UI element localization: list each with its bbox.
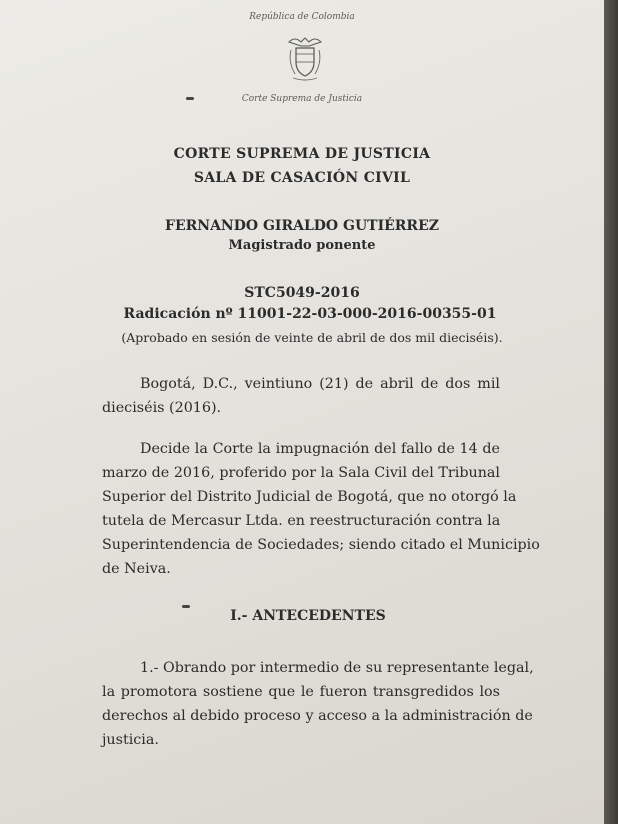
letterhead-country: República de Colombia [249,12,355,22]
paragraph-line: derechos al debido proceso y acceso a la administración de [102,708,533,724]
paragraph-line: 1.- Obrando por intermedio de su representante legal, [140,660,534,676]
paragraph-line: Superintendencia de Sociedades; siendo citado el Municipio [102,537,540,553]
magistrate-role: Magistrado ponente [228,238,376,253]
paragraph-line: marzo de 2016, proferido por la Sala Civil del Tribunal [102,465,500,481]
paragraph-line: justicia. [102,732,159,748]
antecedentes-paragraph [102,656,534,752]
paragraph-line: de Neiva. [102,561,171,577]
paragraph-line: Decide la Corte la impugnación del fallo de 14 de [140,441,500,457]
desk-background [604,0,618,824]
ruling-code: STC5049-2016 [244,285,360,301]
date-paragraph [102,372,500,420]
colombia-coat-of-arms-icon [285,34,325,82]
decision-paragraph [102,437,540,581]
radicacion-number: Radicación nº 11001-22-03-000-2016-00355-01 [123,306,497,322]
paragraph-line: dieciséis (2016). [102,400,222,416]
court-name: CORTE SUPREMA DE JUSTICIA [173,146,431,162]
paragraph-line: Bogotá, D.C., veintiuno (21) de abril de dos mil [140,376,500,392]
magistrate-name: FERNANDO GIRALDO GUTIÉRREZ [165,218,439,234]
paragraph-line: tutela de Mercasur Ltda. en reestructuración contra la [102,513,501,529]
letterhead-court: Corte Suprema de Justicia [241,94,363,104]
approval-note: (Aprobado en sesión de veinte de abril de dos mil dieciséis). [121,330,503,345]
section-title: I.- ANTECEDENTES [230,608,386,624]
paragraph-line: la promotora sostiene que le fueron transgredidos los [102,684,500,700]
page-mark [186,97,194,100]
chamber-name: SALA DE CASACIÓN CIVIL [193,170,411,186]
paragraph-line: Superior del Distrito Judicial de Bogotá, que no otorgó la [102,489,517,505]
